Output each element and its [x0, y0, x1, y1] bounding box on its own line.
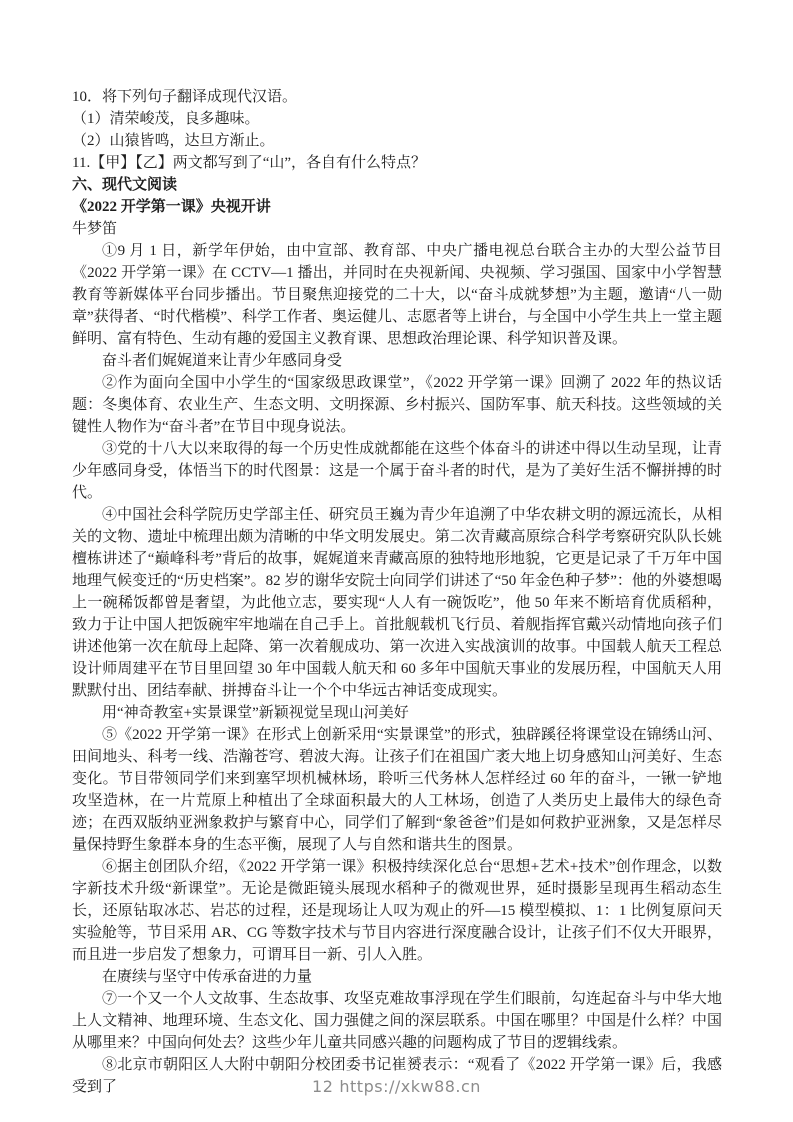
- question-10-item-1: （1）清荣峻茂，良多趣味。: [72, 111, 260, 127]
- article-author: 牛梦笛: [72, 221, 118, 237]
- question-10: 10．将下列句子翻译成现代汉语。: [72, 89, 298, 105]
- article-paragraph-6: ⑥据主创团队介绍，《2022 开学第一课》积极持续深化总台“思想+艺术+技术”创作理念，以数字新技术升级“新课堂”。无论是微距镜头展现水稻种子的微观世界，延时摄影呈现再生稻动态生长，还原钻取冰芯、岩芯的过程，还是现场让人叹为观止的歼—15 模型模拟、1：1 比例复原问天实验舱等，节目采用 AR、CG 等数字技术与节目内容进行深度融合设计，让孩子们不仅大开眼界，而且进一步启发了想象力，可谓耳目一新、引人入胜。: [72, 859, 722, 963]
- article-subheading-1: 奋斗者们娓娓道来让青少年感同身受: [102, 353, 343, 369]
- footer-url: https://xkw88.cn: [339, 1077, 481, 1096]
- question-11: 11.【甲】【乙】两文都写到了“山”，各自有什么特点？: [72, 155, 427, 171]
- page-footer: [0, 1077, 793, 1096]
- section-heading-modern-reading: 六、现代文阅读: [72, 177, 178, 193]
- article-paragraph-2: ②作为面向全国中小学生的“国家级思政课堂”，《2022 开学第一课》回溯了 2022 年的热议话题：冬奥体育、农业生产、生态文明、文明探源、乡村振兴、国防军事、航天科技。这些领域的关键性人物作为“奋斗者”在节目中现身说法。: [72, 375, 722, 435]
- article-paragraph-7: ⑦一个又一个人文故事、生态故事、攻坚克难故事浮现在学生们眼前，勾连起奋斗与中华大地上人文精神、地理环境、生态文化、国力强健之间的深层联系。中国在哪里？中国是什么样？中国从哪里来？中国向何处去？这些少年儿童共同感兴趣的问题构成了节目的逻辑线索。: [72, 991, 722, 1051]
- article-subheading-2: 用“神奇教室+实景课堂”新颖视觉呈现山河美好: [102, 705, 409, 721]
- article-paragraph-3: ③党的十八大以来取得的每一个历史性成就都能在这些个体奋斗的讲述中得以生动呈现，让青少年感同身受，体悟当下的时代图景：这是一个属于奋斗者的时代，是为了美好生活不懈拼搏的时代。: [72, 441, 722, 501]
- article-paragraph-5: ⑤《2022 开学第一课》在形式上创新采用“实景课堂”的形式，独辟蹊径将课堂设在锦绣山河、田间地头、科考一线、浩瀚苍穹、碧波大海。让孩子们在祖国广袤大地上切身感知山河美好、生态变化。节目带领同学们来到塞罕坝机械林场，聆听三代务林人怎样经过 60 年的奋斗，一锹一铲地攻坚造林，在一片荒原上种植出了全球面积最大的人工林场，创造了人类历史上最伟大的绿色奇迹；在西双版纳亚洲象救护与繁育中心，同学们了解到“象爸爸”们是如何救护亚洲象，又是怎样尽量保持野生象群本身的生态平衡，展现了人与自然和谐共生的图景。: [72, 727, 722, 853]
- article-subheading-3: 在赓续与坚守中传承奋进的力量: [102, 969, 313, 985]
- question-10-item-2: （2）山猿皆鸣，达旦方渐止。: [72, 133, 275, 149]
- article-paragraph-8: ⑧北京市朝阳区人大附中朝阳分校团委书记崔赟表示：“观看了《2022 开学第一课》后，我感受到了: [72, 1057, 722, 1095]
- article-paragraph-1: ①9 月 1 日，新学年伊始，由中宣部、教育部、中央广播电视总台联合主办的大型公益节目《2022 开学第一课》在 CCTV—1 播出，并同时在央视新闻、央视频、学习强国、国家中小学智慧教育等新媒体平台同步播出。节目聚焦迎接党的二十大，以“奋斗成就梦想”为主题，邀请“八一勋章”获得者、“时代楷模”、科学工作者、奥运健儿、志愿者等上讲台，与全国中小学生共上一堂主题鲜明、富有特色、生动有趣的爱国主义教育课、思想政治理论课、科学知识普及课。: [72, 243, 722, 347]
- page-number: 12: [312, 1077, 334, 1096]
- article-title: 《2022 开学第一课》央视开讲: [72, 199, 271, 215]
- document-content: [72, 86, 722, 1098]
- article-paragraph-4: ④中国社会科学院历史学部主任、研究员王巍为青少年追溯了中华农耕文明的源远流长，从相关的文物、遗址中梳理出颇为清晰的中华文明发展史。第二次青藏高原综合科学考察研究队队长姚檀栋讲述了“巅峰科考”背后的故事，娓娓道来青藏高原的独特地形地貌，它更是记录了千万年中国地理气候变迁的“历史档案”。82 岁的谢华安院士向同学们讲述了“50 年金色种子梦”：他的外婆想喝上一碗稀饭都曾是奢望，为此他立志，要实现“人人有一碗饭吃”，他 50 年来不断培育优质稻种，致力于让中国人把饭碗牢牢地端在自己手上。首批舰载机飞行员、着舰指挥官戴兴动情地向孩子们讲述他第一次在航母上起降、第一次着舰成功、第一次进入实战演训的故事。中国载人航天工程总设计师周建平在节目里回望 30 年中国载人航天和 60 多年中国航天事业的发展历程，中国航天人用默默付出、团结奉献、拼搏奋斗让一个个中华远古神话变成现实。: [72, 507, 722, 699]
